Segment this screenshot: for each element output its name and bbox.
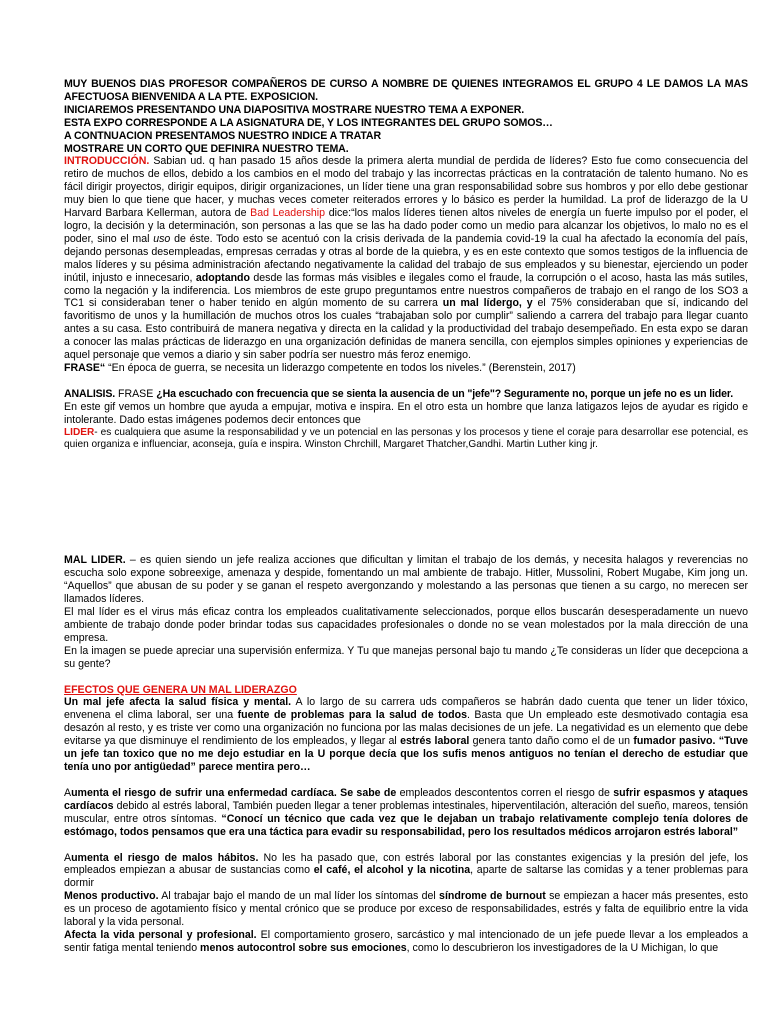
header-line: INICIAREMOS PRESENTANDO UNA DIAPOSITIVA MOSTRARE NUESTRO TEMA A EXPONER.	[64, 103, 525, 116]
efectos-p3	[64, 852, 748, 891]
text-run: empleados descontentos corren el riesgo de	[396, 786, 614, 799]
book-title: Bad Leadership	[250, 207, 326, 220]
introduccion-paragraph	[64, 155, 748, 362]
efectos-p5	[64, 929, 748, 955]
spacer	[64, 671, 748, 684]
spacer	[64, 839, 748, 852]
frase-paragraph	[64, 362, 748, 375]
efectos-p4	[64, 890, 748, 929]
mal-lider-paragraph	[64, 554, 748, 606]
frase-text: “En época de guerra, se necesita un liderazgo competente en todos los niveles.” (Berenstein, 2017)	[105, 361, 576, 374]
text-run: , como lo descubrieron los investigadores de la U Michigan, lo que	[406, 941, 719, 954]
uso-word: uso	[153, 232, 171, 245]
document-body	[64, 78, 748, 955]
spacer	[64, 774, 748, 787]
text-run: No les ha pasado que, con estrés laboral por las constantes exigencias y la presión del jefe, los empleados empiezan a abusar de sustancias como	[64, 851, 748, 877]
analisis-gif-paragraph: En este gif vemos un hombre que ayuda a empujar, motiva e inspira. En el otro esta un hombre que lanza latigazos lejos de ayudar es rigido e intolerante. Dado estas imágenes podemos decir entonces que	[64, 400, 748, 426]
text-run: – es quien siendo un jefe realiza acciones que dificultan y limitan el trabajo de los demás, y necesita halagos y reverencias no escucha solo expone sobreexige, amenaza y despide, fomentando un mal ambiente de trabajo. Hitler, Mussolini, Robert Mugabe, Kim jong un. “Aquellos” que abusan de su poder y se ganan el respeto avergonzando y molestando a las personas que tienen a su cargo, no merecen ser llamados líderes.	[64, 554, 748, 606]
text-run: A	[64, 851, 72, 864]
bold-run: umenta el riesgo de sufrir una enfermedad cardíaca. Se sabe de	[71, 786, 397, 799]
analisis-paragraph	[64, 388, 748, 401]
text-run: se empiezan a hacer más presentes, esto es un proceso de agotamiento físico y mental crónico que se produce por exceso de responsabilidades, estrés y falta de equilibrio entre la vida laboral y la vida personal.	[64, 890, 749, 929]
efectos-p1	[64, 696, 748, 773]
supervision-paragraph: En la imagen se puede apreciar una supervisión enfermiza. Y Tu que manejas personal bajo tu mando ¿Te consideras un líder que decepciona a su gente?	[64, 644, 748, 670]
bold-run: “Conocí un técnico que cada vez que le dejaban un trabajo relativamente complejo tenía dolores de estómago, todos pensamos que era una táctica para evadir su responsabilidad, pero los resultados médicos arrojaron estrés laboral”	[64, 812, 748, 838]
spacer	[64, 375, 748, 388]
virus-paragraph: El mal líder es el virus más eficaz contra los empleados cualitativamente seleccionados, porque ellos buscarán desesperadamente un nuevo ambiente de trabajo donde poder brindar todas sus capacidades profesionales o donde no se vean molestados por la mala dirección de una empresa.	[64, 606, 748, 644]
efectos-p2	[64, 787, 748, 839]
mal-lider-label: MAL LIDER.	[64, 554, 126, 567]
text-run: genera tanto daño como el de un	[469, 735, 634, 748]
image-spacer	[64, 452, 748, 554]
bold-run: Un mal jefe afecta la salud física y mental.	[64, 696, 292, 709]
header-line: MOSTRARE UN CORTO QUE DEFINIRA NUESTRO TEMA.	[64, 142, 349, 155]
bold-run: sufrir espasmos y ataques cardíacos	[64, 786, 749, 812]
efectos-title-text: EFECTOS QUE GENERA UN MAL LIDERAZGO	[64, 683, 297, 696]
text-run: A lo largo de su carrera uds compañeros se habrán dado cuenta que tener un lider tóxico, envenena el clima laboral, ser una	[64, 696, 749, 722]
frase-label: FRASE“	[64, 361, 106, 374]
bold-run: fumador pasivo. “Tuve un jefe tan toxico que no me dejo estudiar en la U porque decía que los sufis menos antiguos no tenían el derecho de estudiar que tenía uno por antigüedad” parece mentira pero…	[64, 735, 748, 773]
lider-text: - es cualquiera que asume la responsabilidad y ve un potencial en las personas y los procesos y tiene el coraje para desarrollar ese potencial, es quien organiza e influenciar, aconseja, guía e inspira. Winston Chrchill, Margaret Thatcher,Gandhi. Martin Luther king jr.	[64, 426, 748, 451]
text-run: dice:“los malos líderes tienen altos niveles de energía un fuerte impulso por el poder, el logro, la decisión y la determinación, son personas a las que se las ha dado poder como un medio para alcanzar los objetivos, lo malo no es el poder, sino el mal	[64, 207, 749, 245]
bold-run: umenta el riesgo de malos hábitos.	[71, 851, 259, 864]
analisis-label: ANALISIS.	[64, 387, 116, 400]
text-run: A	[64, 786, 72, 799]
bold-run: el café, el alcohol y la nicotina	[313, 864, 471, 877]
text-run: desde las formas más visibles e ilegales como el fraude, la corrupción o el acoso, hasta las más sutiles, como la negación y la indiferencia. Los miembros de este grupo preguntamos entre nuestros compañeros de trabajo en el rango de los SO3 a TC1 si consideraban tener o haber tenido en algún momento de su carrera	[64, 271, 748, 310]
introduccion-label: INTRODUCCIÓN.	[64, 155, 150, 168]
header-line: A CONTNUACION PRESENTAMOS NUESTRO INDICE A TRATAR	[64, 129, 382, 142]
text-run: , aparte de saltarse las comidas y a tener problemas para dormir	[64, 864, 749, 890]
analisis-question: ¿Ha escuchado con frecuencia que se sienta la ausencia de un "jefe"? Seguramente no, porque un jefe no es un lider.	[156, 387, 734, 400]
bold-run: estrés laboral	[400, 735, 470, 748]
text-run: El comportamiento grosero, sarcástico y mal intencionado de un jefe puede llevar a los empleados a sentir fatiga mental teniendo	[64, 928, 749, 954]
bold-run: Afecta la vida personal y profesional.	[64, 928, 257, 941]
text-run: Sabian ud. q han pasado 15 años desde la primera alerta mundial de perdida de líderes? Esto fue como consecuencia del retiro de muchos de ellos, debido a los cambios en el modo del trabajo y las incorrectas prácticas en la contratación de talento humano. No es fácil dirigir proyectos, dirigir equipos, dirigir organizaciones, un líder tiene una gran responsabilidad sobre sus hombros y por ello debe gestionar muy bien lo que tiene que hacer, y muchas veces cometer reiterados errores y lo básico es perder la humildad. La prof de liderazgo de la U Harvard Barbara Kellerman, autora de	[64, 155, 748, 220]
text-run: debido al estrés laboral, También pueden llegar a tener problemas intestinales, hiperventilación, alteración del sueño, mareos, tensión muscular, entre otros síntomas.	[64, 799, 748, 825]
text-run: de éste. Todo esto se acentuó con la crisis derivada de la pandemia covid-19 la cual ha afectado la economía del país, dejando personas desempleadas, empresas cerradas y otras al borde de la quiebra, y es en este contexto que somos testigos de la influencia de malos líderes y su pésima administración afectando negativamente la calidad del trabajo de sus empleados y su bienestar, ejerciendo un poder inútil, injusto e innecesario,	[64, 232, 748, 284]
bold-run: Menos productivo.	[64, 890, 159, 903]
bold-run: fuente de problemas para la salud de todos	[237, 709, 467, 722]
lider-paragraph	[64, 427, 748, 453]
adoptando-word: adoptando	[195, 271, 250, 284]
lider-label: LIDER	[64, 426, 95, 438]
text-run: . Basta que Un empleado este desmotivado contagia esa desazón al resto, y es triste ver como una organización no funciona por las malas decisiones de un jefe. La negatividad es un elemento que debe evitarse ya que disminuye el rendimiento de los empleados, y llegar al	[64, 709, 748, 748]
intro-header	[64, 78, 748, 155]
text-run: Al trabajar bajo el mando de un mal líder los síntomas del	[158, 890, 440, 903]
efectos-title	[64, 684, 748, 697]
frase-word: FRASE	[115, 387, 157, 400]
header-line: MUY BUENOS DIAS PROFESOR COMPAÑEROS DE CURSO A NOMBRE DE QUIENES INTEGRAMOS EL GRUPO 4 LE DAMOS LA MAS AFECTUOSA BIENVENIDA A LA PTE. EXPOSICION.	[64, 78, 748, 103]
mal-lidergo-phrase: un mal lídergo, y	[442, 297, 533, 310]
header-line: ESTA EXPO CORRESPONDE A LA ASIGNATURA DE, Y LOS INTEGRANTES DEL GRUPO SOMOS…	[64, 116, 553, 129]
bold-run: síndrome de burnout	[439, 890, 546, 903]
text-run: el 75% consideraban que sí, indicando del favoritismo de unos y la humillación de muchos otros los cuales “trabajaban solo por cumplir” saliendo a carrera del trabajo para llegar cuanto antes a su casa. Esto contribuirá de manera negativa y directa en la calidad y la productividad del trabajo desempeñado. En esta expo se daran a conocer las malas prácticas de liderazgo en una organización definidas de manera sencilla, con ejemplos simples opiniones y experiencias de aquel personaje que vemos a diario y sin saber podría ser nuestro más feroz enemigo.	[64, 297, 748, 362]
bold-run: menos autocontrol sobre sus emociones	[200, 941, 407, 954]
